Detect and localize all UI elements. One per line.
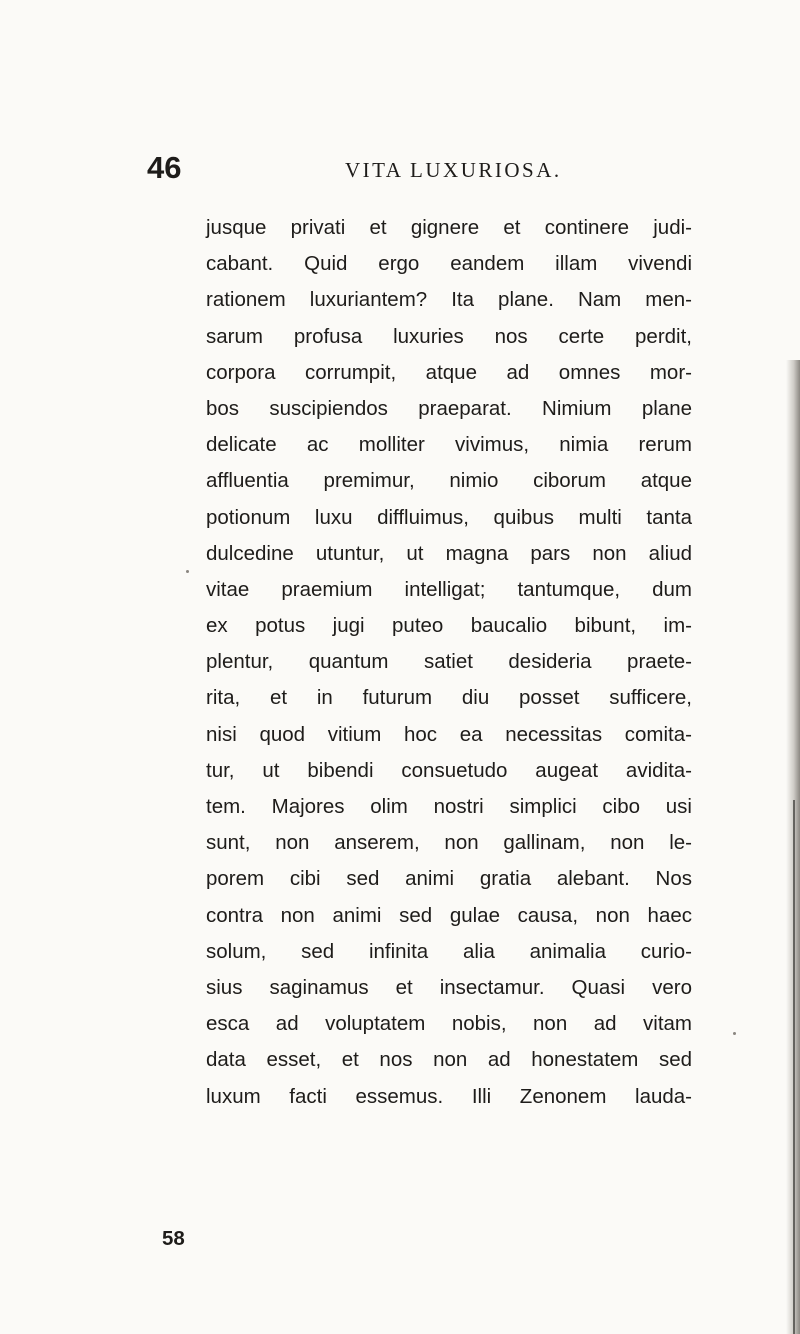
text-line: corpora corrumpit, atque ad omnes mor- [206,360,692,384]
page-number: 46 [147,150,182,185]
text-line: porem cibi sed animi gratia alebant. Nos [206,867,692,891]
text-line: sius saginamus et insectamur. Quasi vero [206,975,692,999]
text-line: bos suscipiendos praeparat. Nimium plane [206,396,692,420]
text-line: vitae praemium intelligat; tantumque, dum [206,577,692,601]
text-line: ex potus jugi puteo baucalio bibunt, im- [206,614,692,638]
text-line: tem. Majores olim nostri simplici cibo usi [206,795,692,818]
text-line: dulcedine utuntur, ut magna pars non aliud [206,541,692,565]
text-line: solum, sed infinita alia animalia curio- [206,939,692,963]
text-line: sunt, non anserem, non gallinam, non le- [206,831,692,855]
text-line: rita, et in futurum diu posset sufficere, [206,686,692,710]
paper-speck [733,1032,736,1035]
text-line: rationem luxuriantem? Ita plane. Nam men- [206,288,692,312]
page-edge-line [793,800,795,1334]
text-line: potionum luxu diffluimus, quibus multi tanta [206,505,692,529]
text-line: data esset, et nos non ad honestatem sed [206,1048,692,1072]
text-line: nisi quod vitium hoc ea necessitas comita- [206,722,692,746]
text-line: plentur, quantum satiet desideria praete- [206,650,692,674]
text-line: contra non animi sed gulae causa, non haec [206,903,692,927]
text-line: esca ad voluptatem nobis, non ad vitam [206,1012,692,1036]
text-line: cabant. Quid ergo eandem illam vivendi [206,252,692,276]
margin-number: 58 [162,1227,185,1250]
running-title: VITA LUXURIOSA. [345,158,562,182]
text-line: luxum facti essemus. Illi Zenonem lauda- [206,1084,692,1108]
text-line: affluentia premimur, nimio ciborum atque [206,469,692,493]
text-line: jusque privati et gignere et continere judi- [206,216,692,239]
text-line: delicate ac molliter vivimus, nimia rerum [206,433,692,457]
text-line: tur, ut bibendi consuetudo augeat avidita- [206,758,692,782]
paper-speck [186,570,189,573]
text-line: sarum profusa luxuries nos certe perdit, [206,324,692,348]
body-text [206,210,692,1115]
